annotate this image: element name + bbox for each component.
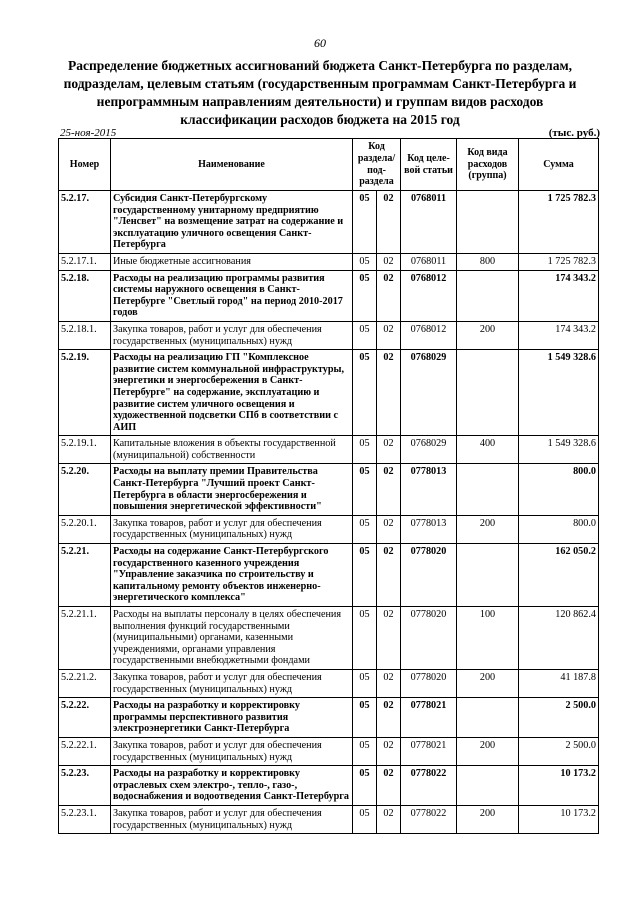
row-expense-type-code: 200 bbox=[457, 669, 519, 697]
page-number: 60 bbox=[314, 36, 326, 50]
header-target-code: Код целе-вой статьи bbox=[401, 139, 457, 191]
row-target-code: 0778020 bbox=[401, 607, 457, 670]
row-expense-type-code: 100 bbox=[457, 607, 519, 670]
row-amount: 174 343.2 bbox=[519, 270, 599, 321]
row-number: 5.2.17.1. bbox=[59, 253, 111, 270]
table-row bbox=[59, 321, 599, 349]
row-amount: 10 173.2 bbox=[519, 766, 599, 806]
row-expense-type-code bbox=[457, 766, 519, 806]
row-expense-type-code bbox=[457, 544, 519, 607]
table-row bbox=[59, 436, 599, 464]
row-section-code: 05 bbox=[353, 607, 377, 670]
row-target-code: 0778013 bbox=[401, 515, 457, 543]
table-row bbox=[59, 698, 599, 738]
budget-table bbox=[58, 138, 599, 834]
table-header-row bbox=[59, 139, 599, 191]
row-amount: 800.0 bbox=[519, 515, 599, 543]
row-name: Расходы на выплату премии Правительства Санкт-Петербурга "Лучший проект Санкт-Петербурга в области энергосбережения и повышения энергетической эффективности" bbox=[111, 464, 353, 515]
row-name: Закупка товаров, работ и услуг для обеспечения государственных (муниципальных) нужд bbox=[111, 805, 353, 833]
row-subsection-code: 02 bbox=[377, 350, 401, 436]
row-expense-type-code bbox=[457, 270, 519, 321]
row-subsection-code: 02 bbox=[377, 766, 401, 806]
row-amount: 1 725 782.3 bbox=[519, 253, 599, 270]
row-expense-type-code: 200 bbox=[457, 515, 519, 543]
row-name: Закупка товаров, работ и услуг для обеспечения государственных (муниципальных) нужд bbox=[111, 737, 353, 765]
row-name: Закупка товаров, работ и услуг для обеспечения государственных (муниципальных) нужд bbox=[111, 669, 353, 697]
row-amount: 120 862.4 bbox=[519, 607, 599, 670]
row-name: Расходы на разработку и корректировку отраслевых схем электро-, тепло-, газо-, водоснабжения и водоотведения Санкт-Петербурга bbox=[111, 766, 353, 806]
row-subsection-code: 02 bbox=[377, 515, 401, 543]
row-target-code: 0778022 bbox=[401, 766, 457, 806]
row-amount: 2 500.0 bbox=[519, 737, 599, 765]
row-target-code: 0778020 bbox=[401, 669, 457, 697]
row-subsection-code: 02 bbox=[377, 321, 401, 349]
header-expense-type-code: Код вида расходов (группа) bbox=[457, 139, 519, 191]
row-target-code: 0768012 bbox=[401, 321, 457, 349]
row-amount: 162 050.2 bbox=[519, 544, 599, 607]
row-section-code: 05 bbox=[353, 669, 377, 697]
row-target-code: 0768011 bbox=[401, 253, 457, 270]
row-subsection-code: 02 bbox=[377, 464, 401, 515]
row-section-code: 05 bbox=[353, 191, 377, 254]
row-target-code: 0778022 bbox=[401, 805, 457, 833]
row-number: 5.2.23.1. bbox=[59, 805, 111, 833]
row-expense-type-code bbox=[457, 350, 519, 436]
row-name: Иные бюджетные ассигнования bbox=[111, 253, 353, 270]
row-amount: 1 725 782.3 bbox=[519, 191, 599, 254]
table-row bbox=[59, 766, 599, 806]
row-amount: 2 500.0 bbox=[519, 698, 599, 738]
row-target-code: 0768029 bbox=[401, 436, 457, 464]
row-amount: 1 549 328.6 bbox=[519, 436, 599, 464]
row-number: 5.2.22. bbox=[59, 698, 111, 738]
row-expense-type-code: 200 bbox=[457, 321, 519, 349]
row-subsection-code: 02 bbox=[377, 191, 401, 254]
table-row bbox=[59, 464, 599, 515]
row-name: Субсидия Санкт-Петербургскому государственному унитарному предприятию "Ленсвет" на возмещение затрат на содержание и эксплуатацию уличного освещения Санкт-Петербурга bbox=[111, 191, 353, 254]
row-target-code: 0778020 bbox=[401, 544, 457, 607]
currency-unit: (тыс. руб.) bbox=[548, 127, 600, 139]
row-expense-type-code bbox=[457, 464, 519, 515]
header-number: Номер bbox=[59, 139, 111, 191]
row-section-code: 05 bbox=[353, 270, 377, 321]
row-name: Расходы на разработку и корректировку программы перспективного развития электроэнергетики Санкт-Петербурга bbox=[111, 698, 353, 738]
row-section-code: 05 bbox=[353, 436, 377, 464]
row-name: Закупка товаров, работ и услуг для обеспечения государственных (муниципальных) нужд bbox=[111, 515, 353, 543]
row-target-code: 0768012 bbox=[401, 270, 457, 321]
table-row bbox=[59, 191, 599, 254]
table-row bbox=[59, 515, 599, 543]
header-amount: Сумма bbox=[519, 139, 599, 191]
row-section-code: 05 bbox=[353, 698, 377, 738]
row-section-code: 05 bbox=[353, 350, 377, 436]
row-number: 5.2.18. bbox=[59, 270, 111, 321]
document-date: 25-ноя-2015 bbox=[60, 127, 117, 139]
row-subsection-code: 02 bbox=[377, 436, 401, 464]
row-expense-type-code: 200 bbox=[457, 805, 519, 833]
row-amount: 41 187.8 bbox=[519, 669, 599, 697]
table-row bbox=[59, 805, 599, 833]
row-subsection-code: 02 bbox=[377, 544, 401, 607]
row-section-code: 05 bbox=[353, 805, 377, 833]
row-section-code: 05 bbox=[353, 766, 377, 806]
row-expense-type-code: 400 bbox=[457, 436, 519, 464]
row-subsection-code: 02 bbox=[377, 805, 401, 833]
table-row bbox=[59, 669, 599, 697]
table-row bbox=[59, 270, 599, 321]
table-row bbox=[59, 253, 599, 270]
row-name: Капитальные вложения в объекты государственной (муниципальной) собственности bbox=[111, 436, 353, 464]
row-number: 5.2.21.2. bbox=[59, 669, 111, 697]
row-subsection-code: 02 bbox=[377, 737, 401, 765]
row-target-code: 0778013 bbox=[401, 464, 457, 515]
header-name: Наименование bbox=[111, 139, 353, 191]
row-amount: 174 343.2 bbox=[519, 321, 599, 349]
row-subsection-code: 02 bbox=[377, 253, 401, 270]
row-expense-type-code: 800 bbox=[457, 253, 519, 270]
row-amount: 800.0 bbox=[519, 464, 599, 515]
row-number: 5.2.23. bbox=[59, 766, 111, 806]
row-section-code: 05 bbox=[353, 321, 377, 349]
row-name: Закупка товаров, работ и услуг для обеспечения государственных (муниципальных) нужд bbox=[111, 321, 353, 349]
row-number: 5.2.20. bbox=[59, 464, 111, 515]
row-number: 5.2.18.1. bbox=[59, 321, 111, 349]
row-number: 5.2.22.1. bbox=[59, 737, 111, 765]
row-target-code: 0768011 bbox=[401, 191, 457, 254]
header-section-code: Код раздела/ под-раздела bbox=[353, 139, 401, 191]
row-target-code: 0778021 bbox=[401, 698, 457, 738]
row-subsection-code: 02 bbox=[377, 607, 401, 670]
row-target-code: 0768029 bbox=[401, 350, 457, 436]
row-number: 5.2.19. bbox=[59, 350, 111, 436]
table-body bbox=[59, 191, 599, 834]
table-row bbox=[59, 350, 599, 436]
row-subsection-code: 02 bbox=[377, 698, 401, 738]
row-amount: 10 173.2 bbox=[519, 805, 599, 833]
row-section-code: 05 bbox=[353, 515, 377, 543]
table-row bbox=[59, 544, 599, 607]
row-subsection-code: 02 bbox=[377, 669, 401, 697]
row-subsection-code: 02 bbox=[377, 270, 401, 321]
row-target-code: 0778021 bbox=[401, 737, 457, 765]
row-name: Расходы на содержание Санкт-Петербургского государственного казенного учреждения "Управление заказчика по строительству и капитальному ремонту объектов инженерно-энергетического комплекса" bbox=[111, 544, 353, 607]
document-title: Распределение бюджетных ассигнований бюджета Санкт-Петербурга по разделам, подразделам, целевым статьям (государственным программам Санкт-Петербурга и непрограммным направлениям деятельности) и группам видов расходов классификации расходов бюджета на 2015 год bbox=[63, 58, 577, 127]
table-row bbox=[59, 607, 599, 670]
row-name: Расходы на реализацию ГП "Комплексное развитие систем коммунальной инфраструктуры, энергетики и энергосбережения в Санкт-Петербурге" на содержание, эксплуатацию и развитие систем уличного освещения и художественной подсветки СПб в соответствии с АИП bbox=[111, 350, 353, 436]
row-section-code: 05 bbox=[353, 737, 377, 765]
row-amount: 1 549 328.6 bbox=[519, 350, 599, 436]
row-number: 5.2.20.1. bbox=[59, 515, 111, 543]
row-expense-type-code bbox=[457, 191, 519, 254]
row-number: 5.2.21.1. bbox=[59, 607, 111, 670]
row-number: 5.2.17. bbox=[59, 191, 111, 254]
row-expense-type-code bbox=[457, 698, 519, 738]
row-expense-type-code: 200 bbox=[457, 737, 519, 765]
row-number: 5.2.21. bbox=[59, 544, 111, 607]
table-row bbox=[59, 737, 599, 765]
row-name: Расходы на реализацию программы развития системы наружного освещения в Санкт-Петербурге "Светлый город" на период 2010-2017 годов bbox=[111, 270, 353, 321]
row-number: 5.2.19.1. bbox=[59, 436, 111, 464]
row-name: Расходы на выплаты персоналу в целях обеспечения выполнения функций государственными (муниципальными) органами, казенными учреждениями, органами управления государственными внебюджетными фондами bbox=[111, 607, 353, 670]
row-section-code: 05 bbox=[353, 253, 377, 270]
row-section-code: 05 bbox=[353, 544, 377, 607]
row-section-code: 05 bbox=[353, 464, 377, 515]
